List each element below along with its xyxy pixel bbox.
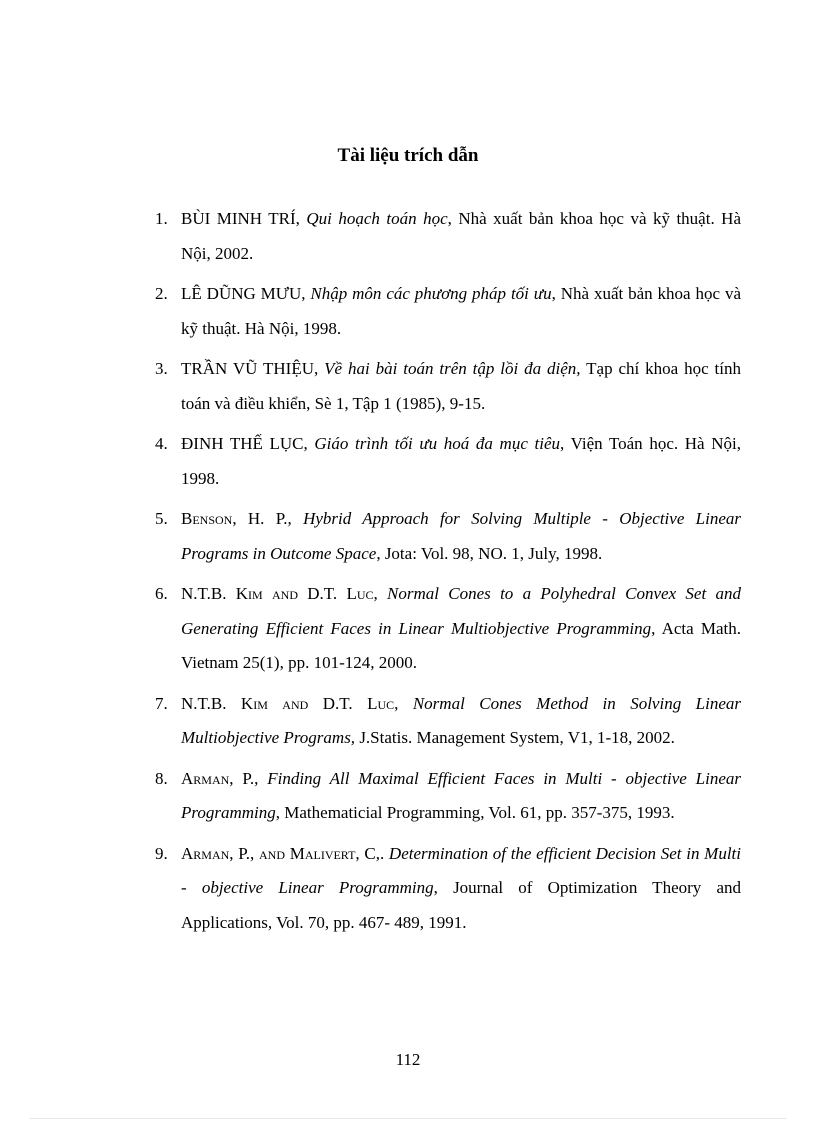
reference-number: 7. <box>155 693 168 713</box>
reference-number: 3. <box>155 359 168 378</box>
reference-title: Giáo trình tối ưu hoá đa mục tiêu <box>314 434 560 453</box>
reference-list <box>155 202 741 946</box>
reference-author: BÙI MINH TRÍ, <box>181 209 307 228</box>
reference-details: , Journal of Optimization Theory and Applications, Vol. 70, pp. 467- 489, 1991. <box>181 878 741 932</box>
reference-number: 1. <box>155 209 168 228</box>
reference-number: 6. <box>155 584 168 603</box>
reference-number: 2. <box>155 284 168 303</box>
reference-item <box>155 202 741 271</box>
reference-title: Finding All Maximal Efficient Faces in Multi - objective Linear Programming <box>181 768 741 822</box>
reference-author: LÊ DŨNG MƯU, <box>181 284 311 303</box>
reference-author: Arman, P., <box>181 768 268 788</box>
reference-item <box>155 687 741 756</box>
reference-details: , Nhà xuất bản khoa học và kỹ thuật. Hà Nội, 2002. <box>181 209 741 263</box>
reference-title: Determination of the efficient Decision Set in Multi - objective Linear Programming <box>181 843 741 897</box>
bottom-divider <box>30 1118 786 1119</box>
reference-title: Qui hoạch toán học <box>306 209 448 228</box>
reference-details: , Nhà xuất bản khoa học và kỹ thuật. Hà Nội, 1998. <box>181 284 741 338</box>
reference-item <box>155 577 741 681</box>
reference-author: N.T.B. Kim and D.T. Luc, <box>181 584 388 603</box>
reference-author: ĐINH THẾ LỤC, <box>181 434 315 453</box>
reference-title: Normal Cones Method in Solving Linear Multiobjective Programs, <box>181 693 741 747</box>
reference-author: TRẦN VŨ THIỆU, <box>181 359 325 378</box>
reference-title: Nhập môn các phương pháp tối ưu <box>310 284 552 303</box>
reference-title: Về hai bài toán trên tập lồi đa diện, <box>324 359 581 378</box>
reference-number: 4. <box>155 434 168 453</box>
reference-number: 8. <box>155 768 168 788</box>
reference-author: Benson, H. P., <box>181 509 304 528</box>
reference-title: Hybrid Approach for Solving Multiple - Objective Linear Programs in Outcome Space <box>181 509 741 563</box>
page-number: 112 <box>395 1050 421 1069</box>
reference-author: N.T.B. Kim and D.T. Luc, <box>181 693 413 713</box>
reference-item <box>155 277 741 346</box>
reference-details: , Mathematicial Programming, Vol. 61, pp. 357-375, 1993. <box>275 803 675 822</box>
reference-details: Tạp chí khoa học tính toán và điều khiển, Sè 1, Tập 1 (1985), 9-15. <box>181 359 742 413</box>
reference-details: , Jota: Vol. 98, NO. 1, July, 1998. <box>376 543 603 563</box>
reference-details: , Acta Math. Vietnam 25(1), pp. 101-124, 2000. <box>181 618 741 672</box>
reference-item <box>155 502 741 571</box>
reference-number: 9. <box>155 843 168 863</box>
reference-item <box>155 762 741 831</box>
reference-item <box>155 427 741 496</box>
reference-item <box>155 352 741 421</box>
reference-author: Arman, P., and Malivert, C,. <box>181 843 389 863</box>
reference-details: , Viện Toán học. Hà Nội, 1998. <box>181 434 741 488</box>
page-title: Tài liệu trích dẫn <box>337 145 479 166</box>
reference-item <box>155 837 741 941</box>
reference-details: J.Statis. Management System, V1, 1-18, 2002. <box>355 728 675 747</box>
reference-number: 5. <box>155 509 168 528</box>
reference-title: Normal Cones to a Polyhedral Convex Set and Generating Efficient Faces in Linear Multiobjective Programming <box>181 584 741 638</box>
